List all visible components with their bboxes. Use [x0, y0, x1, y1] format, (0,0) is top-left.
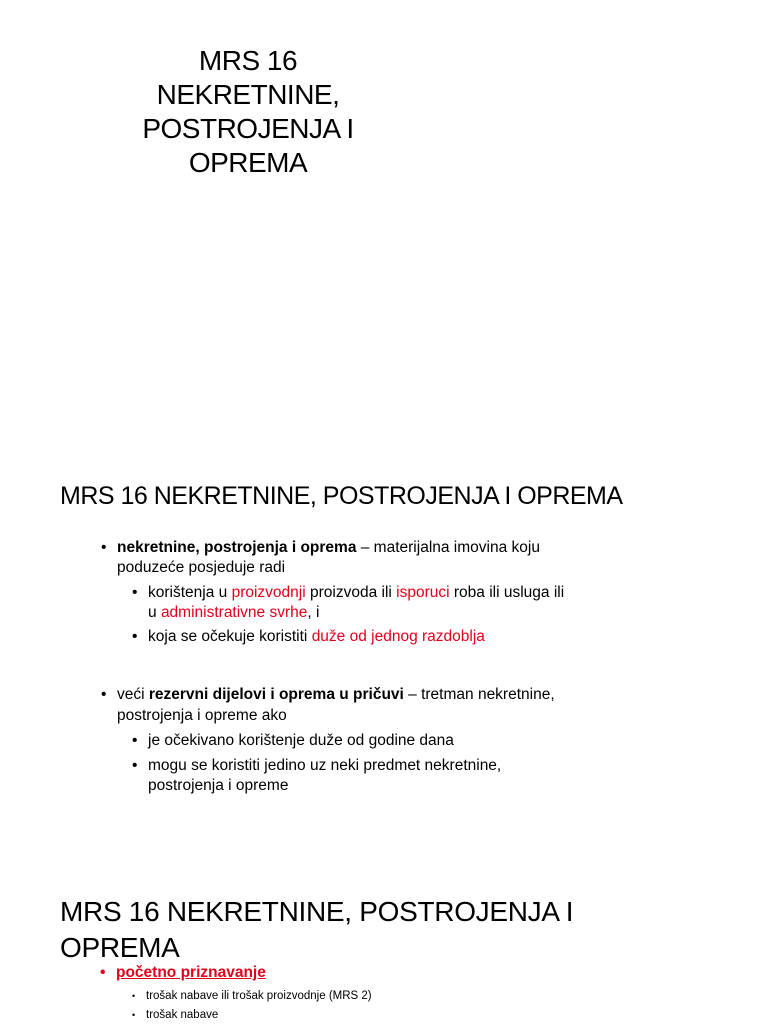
text: – tretman nekretnine,	[403, 686, 555, 703]
sub-bullet-mogu	[132, 755, 502, 777]
sub-item-text: trošak nabave ili trošak proizvodnje (MRS 2)	[146, 990, 372, 1002]
bullet-dot: •	[132, 991, 136, 1001]
text: je očekivano korištenje duže od godine dana	[148, 732, 454, 749]
slide-3-title-line: OPREMA	[60, 932, 180, 963]
slide-2-title: MRS 16 NEKRETNINE, POSTROJENJA I OPREMA	[60, 482, 623, 510]
sub-bullet-koja	[132, 626, 485, 648]
bullet-dot: •	[132, 732, 138, 749]
slide-1-title-line: NEKRETNINE,	[156, 79, 340, 110]
text: mogu se koristiti jedino uz neki predmet nekretnine,	[148, 757, 502, 774]
sub-bullet-ocekivano	[132, 730, 454, 752]
text: roba ili usluga ili	[449, 584, 565, 601]
bullet-dot: •	[101, 686, 107, 703]
bullet-dot: •	[101, 539, 107, 556]
bullet-nekretnine-line2: poduzeće posjeduje radi	[117, 559, 286, 576]
bullet-rezervni	[101, 684, 555, 706]
highlight-text: isporuci	[396, 584, 450, 601]
sub-item	[132, 988, 372, 1004]
text: proizvoda ili	[305, 584, 397, 601]
bullet-heading: početno priznavanje	[116, 964, 266, 981]
slide-1-title-line: MRS 16	[198, 45, 298, 76]
text: u	[148, 604, 161, 621]
slide-1-title	[96, 44, 400, 180]
bullet-dot: •	[132, 757, 138, 774]
bullet-dot: •	[132, 584, 138, 601]
bullet-dot: •	[132, 628, 138, 645]
bullet-bold-term: rezervni dijelovi i oprema u pričuvi	[148, 686, 404, 703]
text: koja se očekuje koristiti	[148, 628, 312, 645]
slide-1	[0, 0, 768, 440]
bullet-bold-term: nekretnine, postrojenja i oprema	[117, 539, 357, 556]
slide-3-title	[60, 894, 573, 966]
sub-item	[132, 1007, 219, 1023]
sub-bullet-koristenja	[132, 582, 565, 604]
bullet-pocetno-priznavanje	[100, 962, 266, 984]
bullet-dot: •	[132, 1010, 136, 1020]
sub-bullet-mogu-line2: postrojenja i opreme	[148, 777, 289, 794]
text: , i	[307, 604, 320, 621]
slide-1-title-line: POSTROJENJA I	[142, 113, 354, 144]
highlight-text: proizvodnji	[231, 584, 306, 601]
highlight-text: administrativne svrhe	[160, 604, 308, 621]
slide-3	[0, 888, 768, 1024]
text: korištenja u	[148, 584, 232, 601]
sub-item-text: trošak nabave	[146, 1009, 219, 1021]
text: veći	[117, 686, 149, 703]
slide-3-title-line: MRS 16 NEKRETNINE, POSTROJENJA I	[60, 896, 574, 927]
sub-bullet-koristenja-line2	[148, 602, 319, 624]
bullet-dot: •	[100, 964, 106, 981]
highlight-text: duže od jednog razdoblja	[311, 628, 485, 645]
slide-1-title-line: OPREMA	[188, 147, 308, 178]
bullet-text: – materijalna imovina koju	[356, 539, 540, 556]
bullet-nekretnine	[101, 537, 540, 559]
bullet-rezervni-line2: postrojenja i opreme ako	[117, 707, 287, 724]
slide-2	[0, 468, 768, 828]
